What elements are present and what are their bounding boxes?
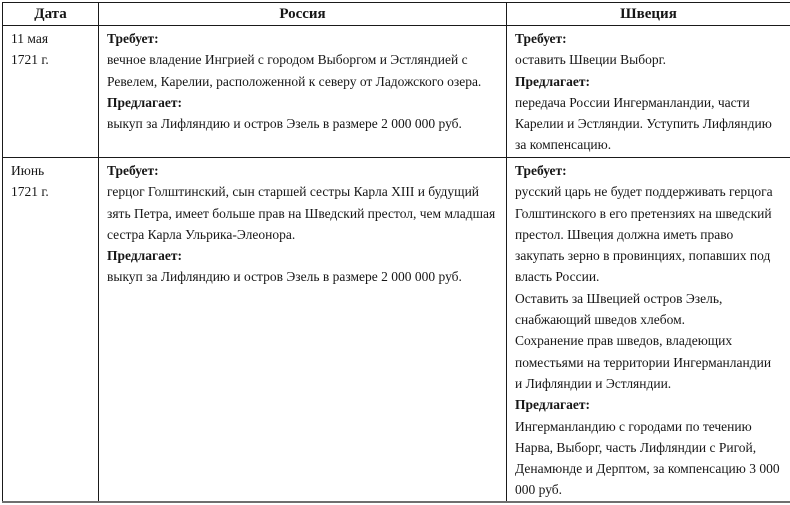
clause-text: Ингерманландию с городами по течению Нарва, Выборг, часть Лифляндии с Ригой, Денамюнде и Дерптом, за компенсацию 3 000 000 руб.	[515, 418, 780, 498]
cell-date	[3, 158, 99, 503]
date-line: 11 мая	[11, 31, 49, 46]
table-row-may-1721	[3, 26, 790, 158]
clause-text: вечное владение Ингрией с городом Выборгом и Эстляндией с Ревелем, Карелии, расположенной к северу от Ладожского озера.	[107, 52, 482, 89]
section-label: Требует:	[107, 31, 159, 46]
section-label: Предлагает:	[515, 73, 590, 89]
clause-text: русский царь не будет поддерживать герцога Голштинского в его претензиях на шведский престол. Швеция должна иметь право закупать зерно в провинциях, попавших под власть России.	[515, 184, 773, 285]
clause-text: выкуп за Лифляндию и остров Эзель в размере 2 000 000 руб.	[107, 269, 462, 285]
table-row-june-1721	[3, 158, 790, 503]
section-label: Предлагает:	[107, 248, 182, 264]
section-label: Предлагает:	[107, 94, 182, 110]
section-label: Требует:	[515, 31, 567, 46]
header-cell-date: Дата	[3, 3, 99, 26]
date-line: Июнь	[11, 163, 45, 178]
section-label: Требует:	[107, 163, 159, 178]
clause-text: передача России Ингерманландии, части Карелии и Эстляндии. Уступить Лифляндию за компенсацию.	[515, 94, 772, 153]
cell-sweden	[507, 26, 790, 158]
clause-text: Сохранение прав шведов, владеющих поместьями на территории Ингерманландии и Лифляндии и Эстляндии.	[515, 333, 772, 391]
date-line: 1721 г.	[11, 184, 49, 200]
cell-sweden	[507, 158, 790, 503]
clause-text: оставить Швеции Выборг.	[515, 52, 666, 68]
cell-russia	[99, 158, 507, 503]
clause-text: Оставить за Швецией остров Эзель, снабжающий шведов хлебом.	[515, 290, 723, 328]
section-label: Требует:	[515, 163, 567, 178]
negotiations-table	[2, 2, 790, 503]
table-header-row	[3, 3, 790, 26]
cell-russia	[99, 26, 507, 158]
date-line: 1721 г.	[11, 52, 49, 68]
header-cell-sweden: Швеция	[507, 3, 790, 26]
clause-text: выкуп за Лифляндию и остров Эзель в размере 2 000 000 руб.	[107, 116, 462, 132]
cell-date	[3, 26, 99, 158]
header-cell-russia: Россия	[99, 3, 507, 26]
clause-text: герцог Голштинский, сын старшей сестры Карла XIII и будущий зять Петра, имеет больше прав на Шведский престол, чем младшая сестра Карла Ульрика-Элеонора.	[107, 184, 496, 242]
section-label: Предлагает:	[515, 397, 590, 413]
